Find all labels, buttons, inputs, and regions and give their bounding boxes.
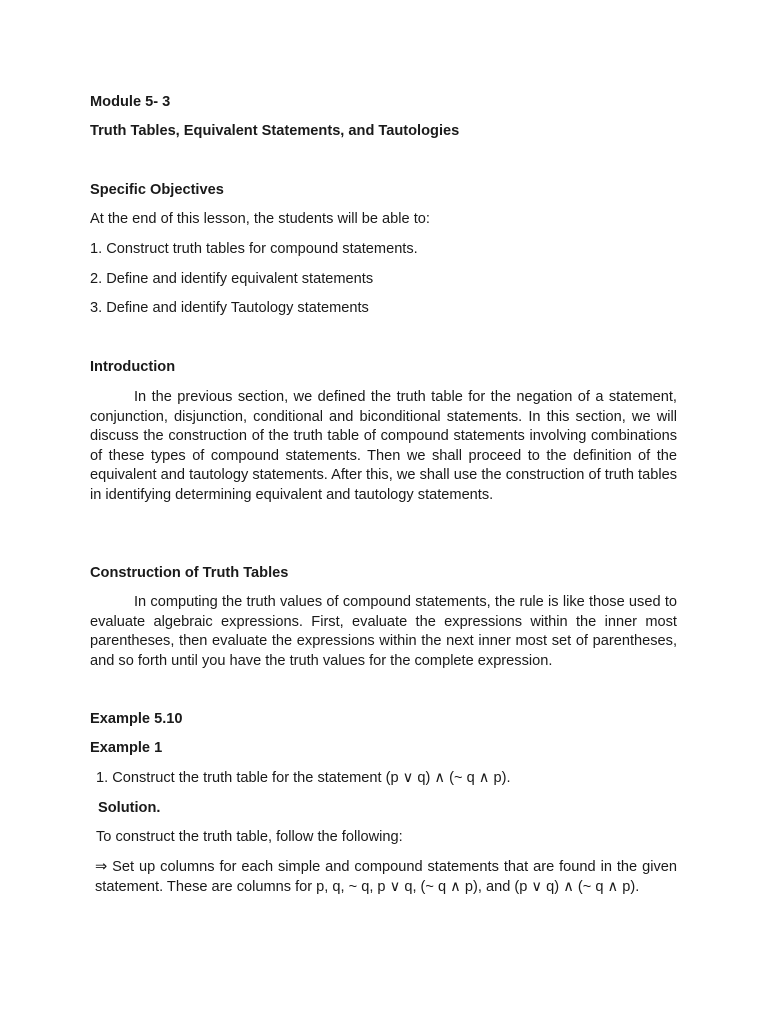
construction-heading: Construction of Truth Tables — [90, 565, 289, 581]
page-title: Truth Tables, Equivalent Statements, and Tautologies — [90, 123, 460, 139]
solution-instruction: To construct the truth table, follow the following: — [96, 829, 403, 845]
objectives-lead: At the end of this lesson, the students will be able to: — [90, 211, 430, 227]
example-item: 1. Construct the truth table for the statement (p ∨ q) ∧ (~ q ∧ p). — [96, 770, 511, 786]
introduction-paragraph: In the previous section, we defined the truth table for the negation of a statement, conjunction, disjunction, conditional and biconditional statements. In this section, we will discuss the construction of the truth table of compound statements involving combinations of these types of compound statements. Then we shall proceed to the definition of the equivalent and tautology statements. After this, we shall use the construction of truth tables in identifying determining equivalent and tautology statements. — [90, 389, 677, 503]
solution-step: ⇒ Set up columns for each simple and compound statements that are found in the given statement. These are columns for p, q, ~ q, p ∨ q, (~ q ∧ p), and (p ∨ q) ∧ (~ q ∧ p). — [95, 859, 677, 895]
objective-item: 2. Define and identify equivalent statements — [90, 271, 374, 287]
construction-paragraph: In computing the truth values of compound statements, the rule is like those used to evaluate algebraic expressions. First, evaluate the expressions within the inner most parentheses, then evaluate the expressions within the next inner most set of parentheses, and so forth until you have the truth values for the complete expression. — [90, 594, 677, 669]
objective-item: 3. Define and identify Tautology statements — [90, 300, 369, 316]
objectives-heading: Specific Objectives — [90, 182, 224, 198]
solution-label: Solution. — [98, 800, 161, 816]
example-sub-label: Example 1 — [90, 740, 163, 756]
introduction-heading: Introduction — [90, 359, 176, 375]
objective-item: 1. Construct truth tables for compound statements. — [90, 241, 418, 257]
module-label: Module 5- 3 — [90, 94, 171, 110]
example-label: Example 5.10 — [90, 711, 183, 727]
